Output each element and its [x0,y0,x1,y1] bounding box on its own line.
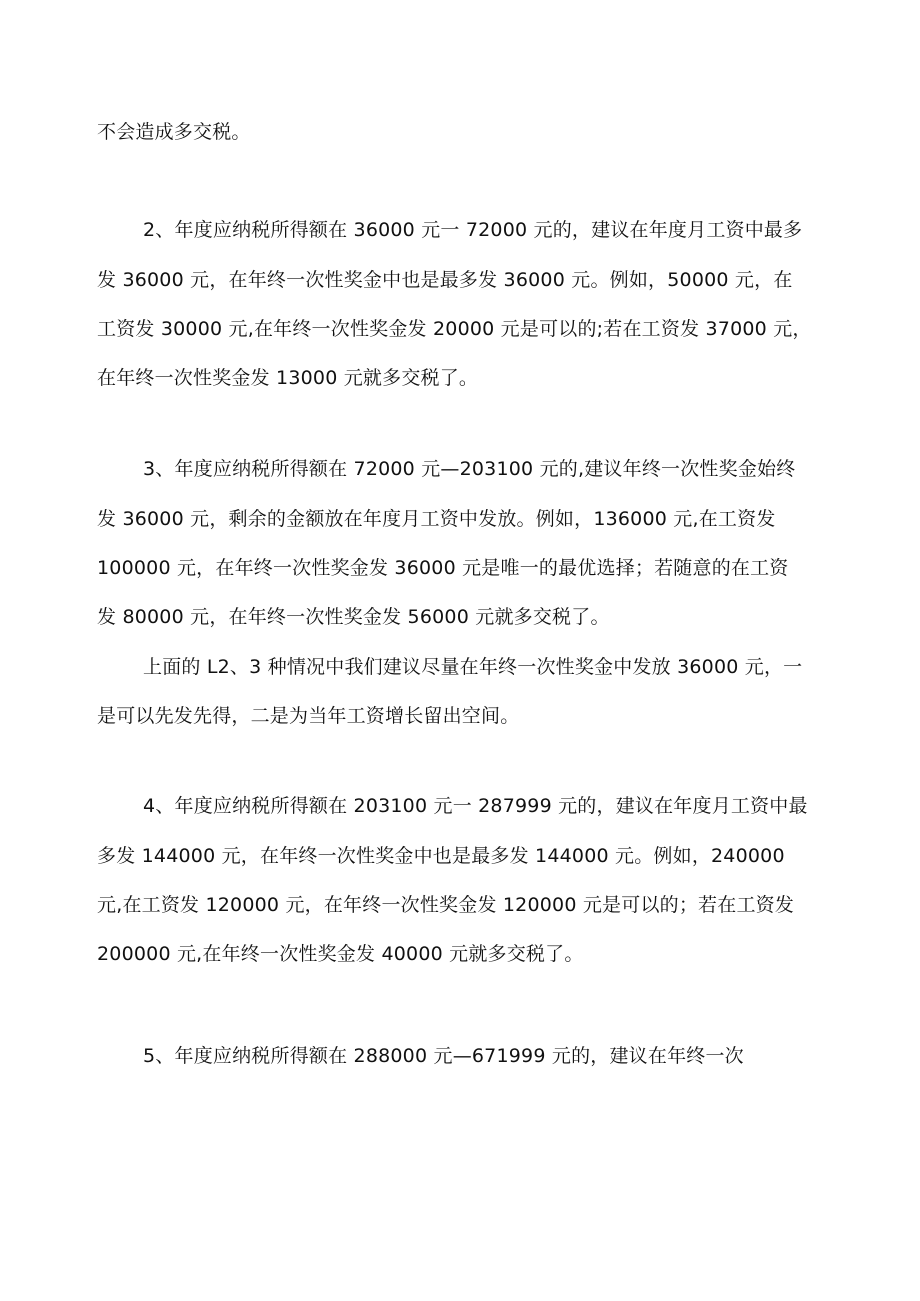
text-line: 工资发 30000 元,在年终一次性奖金发 20000 元是可以的;若在工资发 37000 元， [97,318,812,340]
text-line: 3、年度应纳税所得额在 72000 元—203100 元的,建议年终一次性奖金始终 [143,458,796,480]
text-line: 多发 144000 元，在年终一次性奖金中也是最多发 144000 元。例如，240000 [97,845,785,867]
text-line: 4、年度应纳税所得额在 203100 元一 287999 元的，建议在年度月工资中最 [143,795,808,817]
text-line: 元,在工资发 120000 元，在年终一次性奖金发 120000 元是可以的；若在工资发 [97,894,795,916]
text-line: 发 36000 元，在年终一次性奖金中也是最多发 36000 元。例如，50000 元，在 [97,269,793,291]
text-line: 100000 元，在年终一次性奖金发 36000 元是唯一的最优选择；若随意的在工资 [97,557,789,579]
text-line: 200000 元,在年终一次性奖金发 40000 元就多交税了。 [97,943,584,965]
text-line: 发 36000 元，剩余的金额放在年度月工资中发放。例如，136000 元,在工资发 [97,508,776,530]
text-line: 2、年度应纳税所得额在 36000 元一 72000 元的，建议在年度月工资中最多 [143,219,803,241]
text-line: 发 80000 元，在年终一次性奖金发 56000 元就多交税了。 [97,606,610,628]
text-line: 5、年度应纳税所得额在 288000 元—671999 元的，建议在年终一次 [143,1045,744,1067]
text-line: 上面的 L2、3 种情况中我们建议尽量在年终一次性奖金中发放 36000 元，一 [143,656,803,678]
text-line: 在年终一次性奖金发 13000 元就多交税了。 [97,367,479,389]
text-line: 是可以先发先得，二是为当年工资增长留出空间。 [97,705,520,727]
text-line: 不会造成多交税。 [97,121,251,143]
